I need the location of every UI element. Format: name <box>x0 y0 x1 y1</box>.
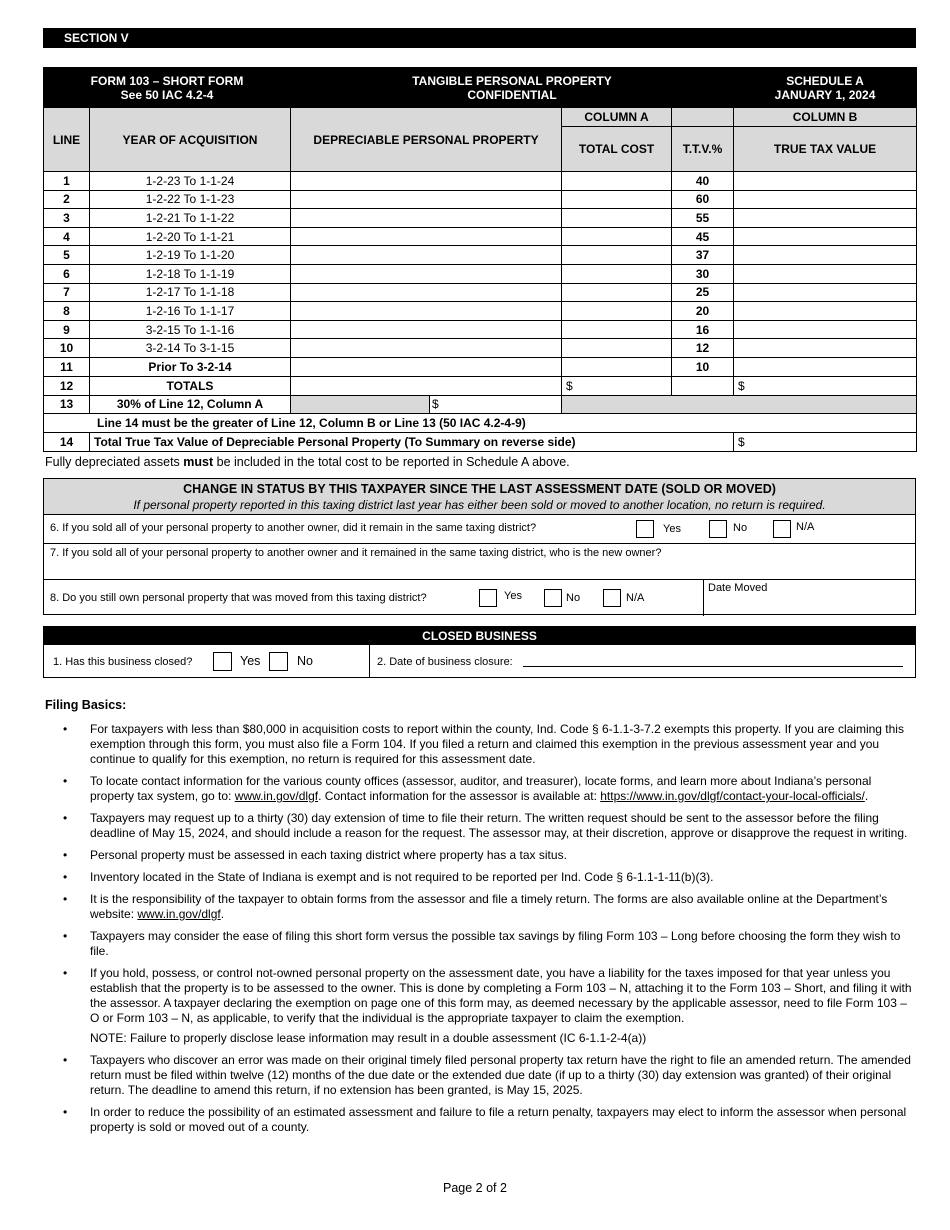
note-text-bold: must <box>183 455 214 469</box>
ttv-percent: 55 <box>672 209 734 228</box>
bullet-text: If you hold, possess, or control not-owned personal property on the assessment date, you have a liability for the taxes imposed for that year unless you establish that the property is to be assessed to the owner. This is done by completing a Form 103 – N, attaching it to the Form 103 – Short, and filing it with the assessor. A taxpayer declaring the exemption on page one of this form may, as deemed necessary by the applicable assessor, need to file Form 103 – O or Form 103 – N, as applicable, to verify that the individual is the appropriate taxpayer to claim the exemption. <box>90 966 912 1025</box>
business-closed-question: 1. Has this business closed? <box>53 656 193 668</box>
total-cost-field[interactable] <box>562 227 672 246</box>
depreciable-property-field[interactable] <box>291 264 562 283</box>
question-8-text: 8. Do you still own personal property that was moved from this taxing district? <box>50 592 427 604</box>
line13-value-cell <box>291 395 562 413</box>
line-number: 10 <box>44 339 90 358</box>
true-tax-value-field[interactable] <box>734 357 917 376</box>
schedule-a-table <box>43 67 917 452</box>
depreciable-property-field[interactable] <box>291 283 562 302</box>
change-status-subtitle: If personal property reported in this taxing district last year has either been sold or moved to another location, no return is required. <box>133 498 826 512</box>
true-tax-value-field[interactable] <box>734 209 917 228</box>
question-8-row <box>44 580 915 616</box>
closed-divider <box>369 645 370 677</box>
bullet-text: . <box>220 907 225 921</box>
line13-number: 13 <box>44 395 90 413</box>
ttv-percent: 16 <box>672 320 734 339</box>
filing-basics-title: Filing Basics: <box>45 698 127 712</box>
ttv-percent: 20 <box>672 302 734 321</box>
true-tax-value-field[interactable] <box>734 264 917 283</box>
dlgf-link[interactable]: www.in.gov/dlgf <box>234 789 319 803</box>
col-header-column-a: COLUMN A <box>562 108 672 127</box>
depreciable-property-field[interactable] <box>291 339 562 358</box>
true-tax-value-field[interactable] <box>734 246 917 265</box>
depreciable-property-field[interactable] <box>291 302 562 321</box>
q8-na-checkbox[interactable] <box>603 589 621 607</box>
bullet-text: Taxpayers may request up to a thirty (30) day extension of time to file their return. The written request should be sent to the assessor before the filing deadline of May 15, 2024, and should include a reason for the request. The assessor may, at their discretion, approve or disapprove the request in writing. <box>90 811 908 840</box>
closed-business-title: CLOSED BUSINESS <box>44 627 915 645</box>
bullet-text: To locate contact information for the various county offices (assessor, auditor, and treasurer), locate forms, and learn more about Indiana’s personal property tax system, go to: <box>90 774 872 803</box>
closed-business-section <box>43 626 916 678</box>
total-cost-field[interactable] <box>562 172 672 191</box>
acquisition-year: 3-2-14 To 3-1-15 <box>90 339 291 358</box>
total-cost-field[interactable] <box>562 209 672 228</box>
q6-na-checkbox[interactable] <box>773 520 791 538</box>
closed-yes-label: Yes <box>240 654 261 668</box>
schedule-row <box>44 302 917 321</box>
depreciable-property-field[interactable] <box>291 357 562 376</box>
line-number: 5 <box>44 246 90 265</box>
acquisition-year: Prior To 3-2-14 <box>90 357 291 376</box>
closed-yes-checkbox[interactable] <box>213 652 232 671</box>
ttv-percent: 40 <box>672 172 734 191</box>
form-reference: See 50 IAC 4.2-4 <box>120 87 214 102</box>
schedule-row <box>44 227 917 246</box>
col-header-line: LINE <box>44 108 90 172</box>
true-tax-value-field[interactable] <box>734 172 917 191</box>
col-header-depreciable: DEPRECIABLE PERSONAL PROPERTY <box>291 108 562 172</box>
schedule-row <box>44 190 917 209</box>
question-7-row <box>44 544 915 580</box>
totals-ttv-dollar: $ <box>738 378 745 393</box>
totals-label: TOTALS <box>90 376 291 395</box>
col-header-blank <box>672 108 734 127</box>
date-moved-label: Date Moved <box>708 582 768 594</box>
acquisition-year: 1-2-21 To 1-1-22 <box>90 209 291 228</box>
line13-shaded <box>291 396 430 413</box>
acquisition-year: 1-2-17 To 1-1-18 <box>90 283 291 302</box>
filing-basics-item <box>90 929 913 959</box>
totals-true-tax-value-field[interactable] <box>734 376 917 395</box>
totals-line-number: 12 <box>44 376 90 395</box>
form-title-cell <box>44 68 291 108</box>
true-tax-value-field[interactable] <box>734 227 917 246</box>
line-number: 6 <box>44 264 90 283</box>
ttv-percent: 45 <box>672 227 734 246</box>
bullet-text: Inventory located in the State of Indiana is exempt and is not required to be reported per Ind. Code § 6-1.1-1-11(b)(3). <box>90 870 714 884</box>
line-number: 9 <box>44 320 90 339</box>
bullet-text: It is the responsibility of the taxpayer to obtain forms from the assessor and file a timely return. The forms are also available online at the Department’s website: <box>90 892 888 921</box>
question-6-row <box>44 515 915 544</box>
total-cost-field[interactable] <box>562 283 672 302</box>
total-cost-field[interactable] <box>562 264 672 283</box>
q8-na-label: N/A <box>626 592 645 604</box>
line-number: 8 <box>44 302 90 321</box>
schedule-row <box>44 209 917 228</box>
col-header-year: YEAR OF ACQUISITION <box>90 108 291 172</box>
line14-number: 14 <box>44 432 90 451</box>
true-tax-value-field[interactable] <box>734 339 917 358</box>
q6-no-label: No <box>733 522 748 534</box>
bullet-text: Taxpayers may consider the ease of filing this short form versus the possible tax savings by filing Form 103 – Long before choosing the form they wish to file. <box>90 929 901 958</box>
change-status-title: CHANGE IN STATUS BY THIS TAXPAYER SINCE THE LAST ASSESSMENT DATE (SOLD OR MOVED) <box>183 482 776 496</box>
line14-value-field[interactable] <box>734 432 917 451</box>
section-header: SECTION V <box>43 28 916 48</box>
line14-dollar: $ <box>738 434 745 449</box>
filing-basics-list <box>43 722 913 1142</box>
closed-no-label: No <box>297 654 313 668</box>
lease-note: NOTE: Failure to properly disclose lease information may result in a double assessment (IC 6-1.1-2-4(a)) <box>90 1031 647 1045</box>
note-text-before: Fully depreciated assets <box>45 455 184 469</box>
line14-row <box>44 432 917 451</box>
total-cost-field[interactable] <box>562 190 672 209</box>
question-6-text: 6. If you sold all of your personal property to another owner, did it remain in the same taxing district? <box>50 522 537 534</box>
depreciable-property-field[interactable] <box>291 227 562 246</box>
q6-yes-label: Yes <box>663 523 681 535</box>
depreciable-property-field[interactable] <box>291 246 562 265</box>
ttv-percent: 12 <box>672 339 734 358</box>
depreciable-property-field[interactable] <box>291 172 562 191</box>
filing-basics-item <box>90 892 913 922</box>
line13-shaded-right <box>562 395 917 413</box>
ttv-percent: 10 <box>672 357 734 376</box>
greater-note-row <box>44 413 917 432</box>
schedule-rows <box>44 172 917 377</box>
q6-no-checkbox[interactable] <box>709 520 727 538</box>
schedule-title-cell <box>291 68 734 108</box>
ttv-percent: 30 <box>672 264 734 283</box>
line-number: 1 <box>44 172 90 191</box>
totals-cost-dollar: $ <box>566 378 573 393</box>
line-number: 7 <box>44 283 90 302</box>
filing-basics-item <box>90 1053 913 1098</box>
ttv-percent: 25 <box>672 283 734 302</box>
totals-pct-field <box>672 376 734 395</box>
q6-yes-checkbox[interactable] <box>636 520 654 538</box>
contact-officials-link[interactable]: https://www.in.gov/dlgf/contact-your-local-officials/ <box>600 789 865 803</box>
line13-dollar: $ <box>432 396 439 411</box>
schedule-row <box>44 264 917 283</box>
ttv-percent: 60 <box>672 190 734 209</box>
acquisition-year: 1-2-23 To 1-1-24 <box>90 172 291 191</box>
schedule-date: JANUARY 1, 2024 <box>774 87 876 102</box>
line13-row <box>44 395 917 413</box>
schedule-row <box>44 172 917 191</box>
note-text-after: be included in the total cost to be reported in Schedule A above. <box>213 455 570 469</box>
filing-basics-item <box>90 774 913 804</box>
line-number: 4 <box>44 227 90 246</box>
schedule-title: TANGIBLE PERSONAL PROPERTY <box>412 73 612 88</box>
line13-label: 30% of Line 12, Column A <box>90 395 291 413</box>
total-cost-field[interactable] <box>562 339 672 358</box>
date-moved-field[interactable] <box>703 580 916 616</box>
totals-depreciable-field[interactable] <box>291 376 562 395</box>
filing-basics-item <box>90 811 913 841</box>
confidential-label: CONFIDENTIAL <box>467 87 557 102</box>
bullet-text: For taxpayers with less than $80,000 in acquisition costs to report within the county, Ind. Code § 6-1.1-3-7.2 exempts this property. If you are claiming this exemption through this form, you must also file a Form 104. If you filed a return and claimed this exemption in the previous assessment year and you continue to qualify for this exemption, no return is required for this assessment date. <box>90 722 904 766</box>
filing-basics-item <box>90 1105 913 1135</box>
col-header-ttv-pct: T.T.V.% <box>672 127 734 172</box>
filing-basics-item <box>90 870 913 885</box>
col-header-column-b: COLUMN B <box>734 108 917 127</box>
closure-date-field[interactable] <box>523 651 903 667</box>
depreciated-assets-note <box>45 455 570 469</box>
acquisition-year: 3-2-15 To 1-1-16 <box>90 320 291 339</box>
totals-cost-field[interactable] <box>562 376 672 395</box>
schedule-row <box>44 320 917 339</box>
q8-no-label: No <box>566 592 581 604</box>
q8-yes-label: Yes <box>504 590 522 602</box>
closed-no-checkbox[interactable] <box>269 652 288 671</box>
total-cost-field[interactable] <box>562 357 672 376</box>
line14-label: Total True Tax Value of Depreciable Personal Property (To Summary on reverse side) <box>90 432 734 451</box>
line14-instruction: Line 14 must be the greater of Line 12, Column B or Line 13 (50 IAC 4.2-4-9) <box>44 413 917 432</box>
acquisition-year: 1-2-22 To 1-1-23 <box>90 190 291 209</box>
acquisition-year: 1-2-19 To 1-1-20 <box>90 246 291 265</box>
bullet-text: Personal property must be assessed in each taxing district where property has a tax situs. <box>90 848 567 862</box>
depreciable-property-field[interactable] <box>291 320 562 339</box>
col-header-total-cost: TOTAL COST <box>562 127 672 172</box>
filing-basics-item <box>90 848 913 863</box>
acquisition-year: 1-2-20 To 1-1-21 <box>90 227 291 246</box>
line13-value-field[interactable] <box>430 396 561 413</box>
line-number: 11 <box>44 357 90 376</box>
totals-row <box>44 376 917 395</box>
true-tax-value-field[interactable] <box>734 302 917 321</box>
depreciable-property-field[interactable] <box>291 209 562 228</box>
acquisition-year: 1-2-16 To 1-1-17 <box>90 302 291 321</box>
filing-basics-item <box>90 966 913 1046</box>
question-7-text: 7. If you sold all of your personal property to another owner and it remained in the same taxing district, who is the new owner? <box>50 547 662 559</box>
schedule-row <box>44 246 917 265</box>
line-number: 2 <box>44 190 90 209</box>
department-website-link[interactable]: www.in.gov/dlgf <box>137 907 221 921</box>
bullet-text: . Contact information for the assessor is available at: <box>318 789 601 803</box>
schedule-name: SCHEDULE A <box>786 73 864 88</box>
true-tax-value-field[interactable] <box>734 320 917 339</box>
true-tax-value-field[interactable] <box>734 283 917 302</box>
page-number: Page 2 of 2 <box>443 1181 507 1195</box>
acquisition-year: 1-2-18 To 1-1-19 <box>90 264 291 283</box>
depreciable-property-field[interactable] <box>291 190 562 209</box>
form-name: FORM 103 – SHORT FORM <box>90 73 244 88</box>
line-number: 3 <box>44 209 90 228</box>
new-owner-field[interactable] <box>50 561 900 577</box>
change-in-status-section <box>43 478 916 615</box>
q8-yes-checkbox[interactable] <box>479 589 497 607</box>
closed-business-row <box>44 645 915 677</box>
ttv-percent: 37 <box>672 246 734 265</box>
change-status-header <box>44 479 915 515</box>
bullet-text: . <box>864 789 869 803</box>
schedule-row <box>44 357 917 376</box>
total-cost-field[interactable] <box>562 302 672 321</box>
total-cost-field[interactable] <box>562 246 672 265</box>
q6-na-label: N/A <box>796 521 815 533</box>
bullet-text: Taxpayers who discover an error was made on their original timely filed personal property tax return have the right to file an amended return. The amended return must be filed within twelve (12) months of the due date or the extended due date (if up to a thirty (30) day extension was granted) of their original return. The deadline to amend this return, if no extension has been granted, is May 15, 2025. <box>90 1053 911 1097</box>
schedule-date-cell <box>734 68 917 108</box>
bullet-text: In order to reduce the possibility of an estimated assessment and failure to file a return penalty, taxpayers may elect to inform the assessor when personal property is sold or moved out of a county. <box>90 1105 907 1134</box>
schedule-row <box>44 283 917 302</box>
closure-date-label: 2. Date of business closure: <box>377 656 513 668</box>
col-header-true-tax-value: TRUE TAX VALUE <box>734 127 917 172</box>
schedule-row <box>44 339 917 358</box>
filing-basics-item <box>90 722 913 767</box>
true-tax-value-field[interactable] <box>734 190 917 209</box>
q8-no-checkbox[interactable] <box>544 589 562 607</box>
total-cost-field[interactable] <box>562 320 672 339</box>
